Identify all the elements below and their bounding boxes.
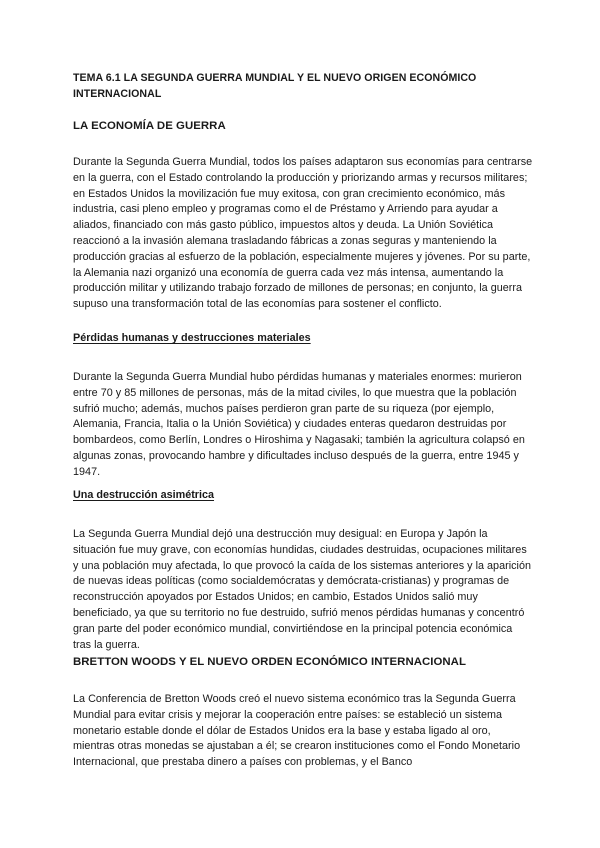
paragraph-economia-de-guerra: Durante la Segunda Guerra Mundial, todos los países adaptaron sus economías para centrarse en la guerra, con el Estado controlando la producción y priorizando armas y recursos militares; en Estados Unidos la movilización fue muy exitosa, con gran crecimiento económico, más industria, casi pleno empleo y programas como el de Préstamo y Arriendo para ayudar a aliados, financiado con más gasto público, impuestos altos y deuda. La Unión Soviética reaccionó a la invasión alemana trasladando fábricas a zonas seguras y manteniendo la producción gracias al esfuerzo de la población, especialmente mujeres y jóvenes. Por su parte, la Alemania nazi organizó una economía de guerra cada vez más intensa, aumentando la producción militar y utilizando trabajo forzado de millones de personas; en conjunto, la guerra supuso una transformación total de las economías para sostener el conflicto. (73, 156, 533, 311)
document-title: TEMA 6.1 LA SEGUNDA GUERRA MUNDIAL Y EL NUEVO ORIGEN ECONÓMICO INTERNACIONAL (73, 72, 477, 100)
paragraph-bretton-woods: La Conferencia de Bretton Woods creó el nuevo sistema económico tras la Segunda Guerra Mundial para evitar crisis y mejorar la cooperación entre países: se estableció un sistema monetario estable donde el dólar de Estados Unidos era la base y estaba ligado al oro, mientras otras monedas se ajustaban a él; se crearon instituciones como el Fondo Monetario Internacional, que prestaba dinero a países con problemas, y el Banco (73, 693, 521, 769)
section-heading-economia-de-guerra: LA ECONOMÍA DE GUERRA (73, 120, 226, 132)
section-heading-bretton-woods: BRETTON WOODS Y EL NUEVO ORDEN ECONÓMICO INTERNACIONAL (73, 656, 466, 668)
subheading-destruccion-asimetrica: Una destrucción asimétrica (73, 489, 215, 501)
subheading-perdidas-humanas: Pérdidas humanas y destrucciones materiales (73, 332, 311, 344)
paragraph-destruccion-asimetrica: La Segunda Guerra Mundial dejó una destrucción muy desigual: en Europa y Japón la situación fue muy grave, con economías hundidas, ciudades destruidas, ocupaciones militares y una población muy afectada, lo que provocó la caída de los sistemas anteriores y la aparición de nuevas ideas políticas (como socialdemócratas y demócrata-cristianas) y programas de reconstrucción apoyados por Estados Unidos; en cambio, Estados Unidos salió muy beneficiado, ya que su territorio no fue destruido, sufrió menos pérdidas humanas y concentró gran parte del poder económico mundial, convirtiéndose en la principal potencia económica tras la guerra. (73, 528, 532, 651)
paragraph-perdidas-humanas: Durante la Segunda Guerra Mundial hubo pérdidas humanas y materiales enormes: murieron entre 70 y 85 millones de personas, más de la mitad civiles, lo que muestra que la población sufrió mucho; además, muchos países perdieron gran parte de su riqueza (por ejemplo, Alemania, Francia, Italia o la Unión Soviética) y ciudades enteras quedaron destruidas por bombardeos, como Berlín, Londres o Hiroshima y Nagasaki; también la agricultura colapsó en algunas zonas, provocando hambre y dificultades incluso después de la guerra, entre 1945 y 1947. (73, 371, 525, 478)
